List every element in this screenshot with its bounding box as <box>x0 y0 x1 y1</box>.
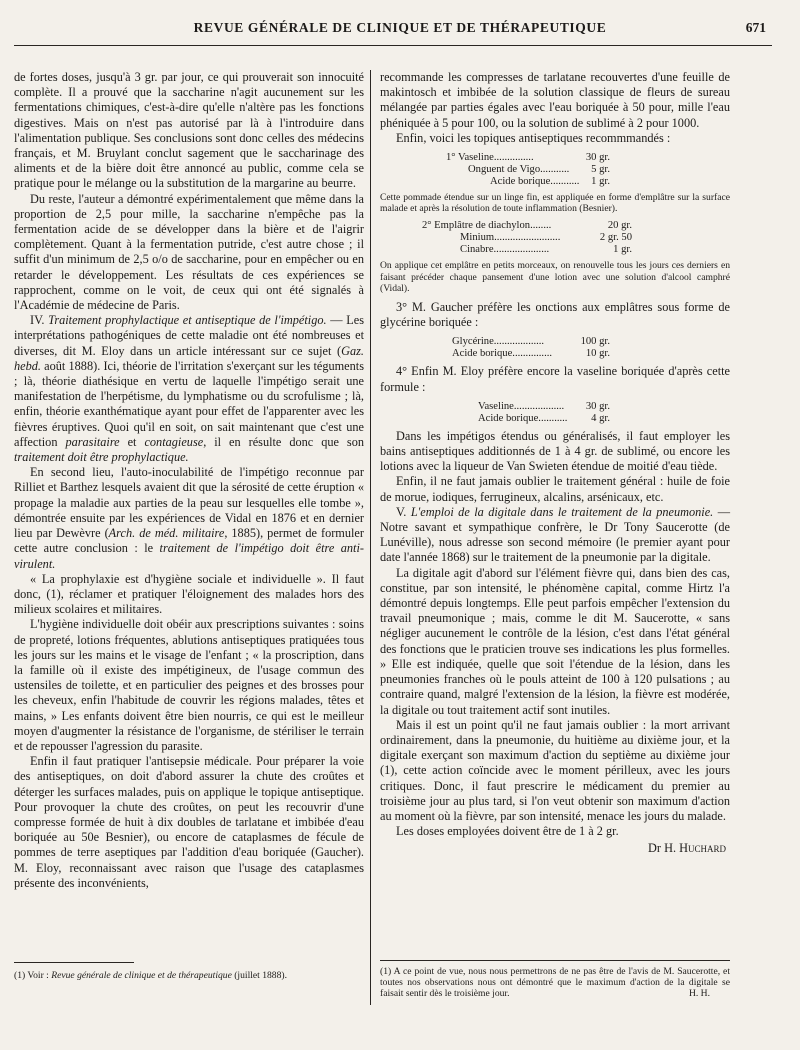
section-heading: Traitement prophylactique et antiseptique de l'impétigo. <box>48 313 327 328</box>
emphasis: parasitaire <box>65 434 120 449</box>
recipe-note: On applique cet emplâtre en petits morceaux, on renouvelle tous les jours ces derniers en faisant précéder chaque pansement d'une lotion avec une solution d'alcool camphré (Vidal). <box>380 260 730 294</box>
emphasis: traitement doit être prophylactique. <box>14 450 189 465</box>
citation: Gaz. hebd. <box>14 343 364 373</box>
paragraph <box>14 465 364 571</box>
journal-title: REVUE GÉNÉRALE DE CLINIQUE ET DE THÉRAPEUTIQUE <box>193 20 607 35</box>
paragraph: L'hygiène individuelle doit obéir aux prescriptions suivantes : soins de propreté, lotions fréquentes, ablutions antiseptiques pratiquées tous les jours sur les mains et le visage de l'enfant ; « la proscription, dans la famille où il existe des impétigineux, de l'usage commun des ustensiles de toilette, et en particulier des peignes et des brosses pour les cheveux, enfin l'habitude de couvrir les régions malades, têtes et mains, » Les enfants doivent être bien nourris, ce qui est le meilleur moyen d'augmenter la résistance de l'organisme, de stériliser le terrain et de repousser l'agression du parasite. <box>14 617 364 753</box>
section-number: V. <box>396 504 411 519</box>
footnote-rule-left <box>14 962 134 963</box>
author-signature <box>380 841 730 856</box>
paragraph: « La prophylaxie est d'hygiène sociale et individuelle ». Il faut donc, (1), réclamer et pratiquer l'éloignement des malades hors des milieux scolaires et militaires. <box>14 571 364 617</box>
quantity: 10 gr. <box>585 348 610 360</box>
quantity: 1 gr. <box>613 244 632 256</box>
section-heading: L'emploi de la digitale dans le traitement de la pneumonie. <box>410 504 714 519</box>
emphasis: traitement de l'impétigo doit être anti-virulent. <box>14 541 364 571</box>
text-run: et <box>119 434 145 449</box>
text-run: En second lieu, l'auto-inoculabilité de l'impétigo reconnue par Rilliet et Barthez lesquels avaient dit que la sérosité de cette éruption « propage la maladie aux parties de la peau sur lesquelles elle tombe », démontrée ensuite par les expériences de Vidal en 1876 et en dernier lieu par Dewèvre ( <box>14 465 364 541</box>
text-run: , il en résulte donc que son <box>203 434 365 449</box>
footnote-left <box>14 970 364 981</box>
quantity: 30 gr. <box>585 152 610 164</box>
citation: Revue générale de clinique et de thérapeutique <box>51 970 232 981</box>
citation: Arch. de méd. militaire <box>108 526 225 541</box>
emphasis: contagieuse <box>144 434 204 449</box>
ingredient: Acide borique........... <box>490 176 580 188</box>
recipe-line <box>478 413 610 425</box>
text-run: , 1885), permet de formuler cette autre conclusion : le <box>14 526 364 556</box>
ingredient: 2° Emplâtre de diachylon........ <box>422 220 552 232</box>
paragraph: Mais il est un point qu'il ne faut jamais oublier : la mort arrivant ordinairement, dans la pneumonie, du huitième au dixième jour, et la digitale exerçant son maximum d'action du septième au dixième jour (1), cette action coïncide avec le moment périlleux, avec les jours critiques. Donc, il faut prescrire le médicament du premier au troisième jour au plus tard, si l'on veut obtenir son maximum d'action au moment où la fièvre, par son intensité, menace les jours du malade. <box>380 717 730 823</box>
paragraph: recommande les compresses de tarlatane recouvertes d'une feuille de makintosch et imbibée de la solution classique de fleurs de sureau mélangée par parties égales avec l'eau boriquée à 50 pour, mille l'eau phéniquée à 5 pour 100, ou la solution de sublimé à 2 pour 1000. <box>380 70 730 130</box>
paragraph: Enfin il faut pratiquer l'antisepsie médicale. Pour préparer la voie des antiseptiques, on doit d'abord assurer la chute des croûtes et déterger les surfaces malades, puis on applique le topique antiseptique. Pour provoquer la chute des croûtes, on peut les recouvrir d'une compresse formée de huit à dix doubles de tarlatane et imbibée d'eau boriquée au 50e Besnier), ou encore de cataplasmes de fécule de pommes de terre aseptiques par l'addition d'eau boriquée (Gaucher). M. Eloy, reconnaissant avec raison que l'usage des cataplasmes présente des inconvénients, <box>14 754 364 890</box>
ingredient: 1° Vaseline............... <box>446 152 534 164</box>
paragraph: Du reste, l'auteur a démontré expérimentalement que même dans la proportion de 2,5 pour mille, la saccharine n'empêche pas la fermentation acide de se développer dans la bière et de l'aigrir complètement. Quant à la fermentation putride, c'est autre chose ; il suffit d'un minimum de 2,5 o/o de saccharine, pour en empêcher ou en retarder le développement. Les résultats de ces expériences se rapprochent, comme on le voit, de ceux qui ont été signalés à l'Académie de médecine de Paris. <box>14 191 364 313</box>
recipe-line <box>478 401 610 413</box>
ingredient: Vaseline................... <box>478 400 565 412</box>
quantity: 1 gr. <box>591 176 610 188</box>
paragraph: La digitale agit d'abord sur l'élément fièvre qui, dans bien des cas, constitue, par son intensité, le phénomène capital, comme Hirtz l'a démontré depuis longtemps. Elle peut parfois empêcher l'extension du travail pneumonique ; mais, comme le dit M. Saucerotte, « sans négliger aucunement le contrôle de la lésion, c'est dans l'état général des fonctions que le praticien trouve ses indications les plus formelles. » Elle est indiquée, quelle que soit l'étendue de la lésion, dans les pneumonies franches où le pouls atteint de 100 à 120 pulsations ; au contraire quand, malgré l'extension de la lésion, la fièvre est modérée, la digitale ou tout traitement actif sont inutiles. <box>380 565 730 717</box>
recipe-line <box>422 244 632 256</box>
recipe-line <box>446 164 610 176</box>
paragraph: 3° M. Gaucher préfère les onctions aux emplâtres sous forme de glycérine boriquée : <box>380 300 730 330</box>
text-run: (1) Voir : <box>14 970 52 981</box>
section-v-paragraph <box>380 505 730 566</box>
recipe-line <box>452 348 610 360</box>
footnote-signature: H. H. <box>688 988 710 1000</box>
paragraph: Les doses employées doivent être de 1 à 2 gr. <box>396 824 619 839</box>
text-run: (1) A ce point de vue, nous nous permettrons de ne pas être de l'avis de M. Saucerotte, et toutes nos observations nous ont démontré que le maximum d'action de la digitale se faisait sentir dès le troisième jour. <box>380 966 730 1000</box>
paragraph: Dans les impétigos étendus ou généralisés, il faut employer les bains antiseptiques additionnés de 1 à 4 gr. de sublimé, ou encore les lotions avec la liqueur de Van Swieten étendue de moitié d'eau tiède. <box>380 428 730 474</box>
recipe-glycerine <box>380 336 730 360</box>
footnote-rule-right <box>380 960 730 961</box>
recipe-diachylon <box>380 220 730 256</box>
recipe-line <box>422 232 632 244</box>
ingredient: Minium......................... <box>460 232 561 244</box>
quantity: 4 gr. <box>591 412 610 424</box>
ingredient: Cinabre..................... <box>460 244 550 256</box>
signature-title: Dr H. <box>648 841 677 856</box>
recipe-line <box>452 336 610 348</box>
column-divider <box>370 70 371 1005</box>
signature-name: Huchard <box>679 841 726 856</box>
ingredient: Acide borique........... <box>478 412 568 424</box>
paragraph: Enfin, voici les topiques antiseptiques recommmandés : <box>396 130 671 145</box>
quantity: 5 gr. <box>591 164 610 176</box>
footnote-right <box>380 966 730 1000</box>
quantity: 100 gr. <box>580 336 610 348</box>
text-run: août 1888). Ici, théorie de l'irritation s'exerçant sur les téguments ; là, théorie diathésique en vertu de laquelle l'impétigo serait une manifestation de l'herpétisme, du lymphatisme ou du scrofulisme ; là, enfin, théorie exanthématique ayant pour effet de l'apparenter avec les fièvres éruptives. Quoi qu'il en soit, on sait maintenant que c'est une affection <box>14 358 364 449</box>
text-run: — Notre savant et sympathique confrère, le Dr Tony Saucerotte (de Lunéville), nous adresse son second mémoire (le premier ayant pour date l'année 1868) sur le traitement de la pneumonie par la digitale. <box>380 504 730 565</box>
ingredient: Onguent de Vigo........... <box>468 164 570 176</box>
text-run: (juillet 1888). <box>231 970 287 981</box>
recipe-note: Cette pommade étendue sur un linge fin, est appliquée en forme d'emplâtre sur la surface malade et après la résolution de toute inflammation (Besnier). <box>380 192 730 215</box>
left-column <box>14 70 364 891</box>
section-iv-paragraph <box>14 313 364 465</box>
section-number: IV. <box>30 313 49 328</box>
ingredient: Glycérine................... <box>452 336 545 348</box>
quantity: 20 gr. <box>607 220 632 232</box>
paragraph: Enfin, il ne faut jamais oublier le traitement général : huile de foie de morue, iodiques, ferrugineux, alcalins, arsénicaux, etc. <box>380 474 730 504</box>
right-column <box>380 70 730 857</box>
paragraph: de fortes doses, jusqu'à 3 gr. par jour, ce qui prouverait son innocuité complète. Il a prouvé que la saccharine n'agit aucunement sur les fermentations chimiques, c'est-à-dire qu'elle n'altère pas les fonctions digestives. Mais on n'est pas autorisé par là à l'introduire dans l'alimentation publique. Ses conclusions sont donc celles des médecins français, et M. Bruylant conclut sagement que le saccharinage des aliments et de la bière doit être annoncé au public, comme cela se pratique pour le mélange ou la substitution de la margarine au beurre. <box>14 70 364 191</box>
recipe-line <box>446 176 610 188</box>
quantity: 30 gr. <box>585 400 610 412</box>
recipe-line <box>422 220 632 232</box>
text-run: — Les interprétations pathogéniques de cette maladie ont été nombreuses et diverses, dit M. Eloy dans un article intéressant sur ce sujet ( <box>14 313 365 358</box>
paragraph: 4° Enfin M. Eloy préfère encore la vaseline boriquée d'après cette formule : <box>380 364 730 394</box>
recipe-line <box>446 152 610 164</box>
header-rule <box>14 45 772 46</box>
ingredient: Acide borique............... <box>452 348 553 360</box>
recipe-vaseline-vigo <box>380 152 730 188</box>
page-number: 671 <box>745 20 766 35</box>
running-header <box>0 14 800 48</box>
recipe-vaseline-boriquee <box>380 401 730 425</box>
quantity: 2 gr. 50 <box>599 232 632 244</box>
